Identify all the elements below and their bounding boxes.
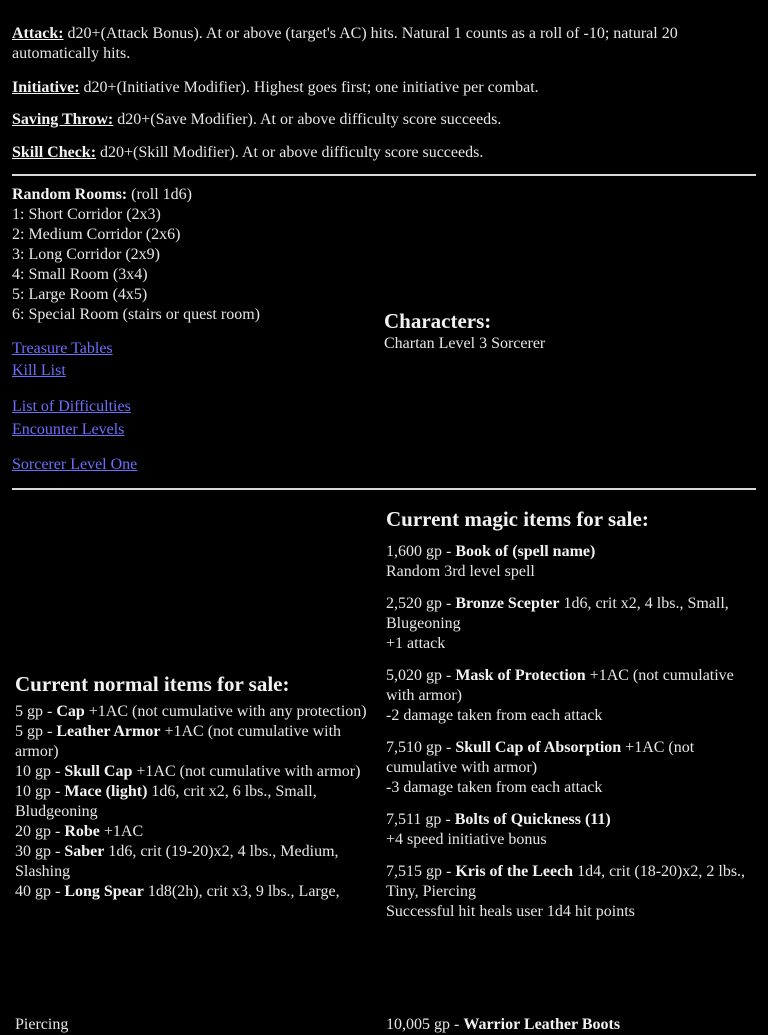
rule-attack [12,24,752,64]
item-effect: Successful hit heals user 1d4 hit points [386,903,635,920]
item-name: Bronze Scepter [455,595,560,612]
item-desc: 1d4, crit (18-20)x2, 2 lbs., Tiny, Piercing [386,863,746,900]
magic-item [386,594,756,654]
rule-text: d20+(Save Modifier). At or above difficulty score succeeds. [113,111,502,128]
item-desc: +1AC (not cumulative with armor) [386,739,695,776]
normal-items-heading: Current normal items for sale: [15,672,290,696]
normal-item [15,722,377,762]
random-rooms-note: (roll 1d6) [127,186,192,203]
item-price: 7,515 gp - [386,863,456,880]
characters-heading: Characters: [384,309,492,333]
characters-section [384,309,754,354]
cutoff-left: Piercing [15,1016,69,1033]
list-item: 5: Large Room (4x5) [12,286,148,303]
character-entry: Chartan Level 3 Sorcerer [384,335,546,352]
item-name: Saber [64,843,105,860]
magic-items-section [386,507,756,922]
rules-section [12,24,752,169]
random-rooms-heading [12,185,372,205]
item-name: Skull Cap [64,763,133,780]
item-price: 5,020 gp - [386,667,456,684]
item-effect: Random 3rd level spell [386,563,535,580]
item-name: Long Spear [64,883,144,900]
magic-item-line [386,666,756,706]
magic-item [386,738,756,798]
encounter-levels-link[interactable]: Encounter Levels [12,421,125,438]
treasure-tables-link[interactable]: Treasure Tables [12,340,113,357]
item-effect: -2 damage taken from each attack [386,707,603,724]
magic-item-line [386,594,756,634]
item-desc: +1AC (not cumulative with armor) [132,763,361,780]
rule-initiative [12,78,752,98]
item-desc: +1AC [99,823,144,840]
normal-items-section [15,672,377,902]
item-effect: +4 speed initiative bonus [386,831,547,848]
rule-term: Saving Throw: [12,111,114,128]
item-price: 5 gp - [15,723,57,740]
magic-item [386,810,756,850]
magic-item-line [386,810,756,830]
rule-term: Initiative: [12,79,80,96]
item-desc: +1AC (not cumulative with armor) [15,723,342,760]
item-desc: 1d8(2h), crit x3, 9 lbs., Large, [143,883,340,900]
normal-item [15,702,377,722]
rule-text: d20+(Skill Modifier). At or above difficulty score succeeds. [96,144,484,161]
list-item: 6: Special Room (stairs or quest room) [12,306,260,323]
list-of-difficulties-link[interactable]: List of Difficulties [12,398,131,415]
normal-item [15,842,377,882]
item-name: Mace (light) [64,783,148,800]
item-desc: 1d6, crit x2, 6 lbs., Small, Bludgeoning [15,783,317,820]
item-price: 40 gp - [15,883,65,900]
rule-text: d20+(Initiative Modifier). Highest goes first; one initiative per combat. [79,79,539,96]
magic-item-line [386,862,756,902]
divider [12,174,756,176]
item-name: Mask of Protection [455,667,586,684]
item-price: 10,005 gp - [386,1016,464,1033]
item-effect: +1 attack [386,635,446,652]
normal-item [15,882,377,902]
item-name: Skull Cap of Absorption [455,739,622,756]
item-price: 1,600 gp - [386,543,456,560]
random-rooms-title: Random Rooms: [12,186,128,203]
rule-term: Attack: [12,25,64,42]
item-name: Cap [56,703,85,720]
item-name: Bolts of Quickness (11) [454,811,611,828]
item-price: 10 gp - [15,763,65,780]
normal-item [15,762,377,782]
item-price: 20 gp - [15,823,65,840]
item-desc: +1AC (not cumulative with any protection) [84,703,367,720]
item-price: 30 gp - [15,843,65,860]
rule-saving-throw [12,110,752,130]
item-price: 7,510 gp - [386,739,456,756]
rule-text: d20+(Attack Bonus). At or above (target's AC) hits. Natural 1 counts as a roll of -10; natural 20 automatically hits. [12,25,678,62]
item-name: Robe [64,823,100,840]
item-desc: +1AC (not cumulative with armor) [386,667,734,704]
list-item: 3: Long Corridor (2x9) [12,246,160,263]
item-name: Kris of the Leech [455,863,574,880]
magic-item-line [386,738,756,778]
divider [12,488,756,490]
list-item: 2: Medium Corridor (2x6) [12,226,181,243]
normal-item [15,822,377,842]
item-price: 7,511 gp - [386,811,455,828]
magic-items-heading: Current magic items for sale: [386,507,649,531]
magic-item [386,666,756,726]
rule-term: Skill Check: [12,144,97,161]
rule-skill-check [12,143,752,163]
kill-list-link[interactable]: Kill List [12,362,66,379]
item-name: Warrior Leather Boots [463,1016,621,1033]
magic-item-line [386,542,756,562]
magic-item [386,542,756,582]
sorcerer-level-one-link[interactable]: Sorcerer Level One [12,456,138,473]
normal-item [15,782,377,822]
item-effect: -3 damage taken from each attack [386,779,603,796]
item-price: 5 gp - [15,703,57,720]
item-price: 2,520 gp - [386,595,456,612]
item-name: Book of (spell name) [455,543,596,560]
item-name: Leather Armor [56,723,161,740]
list-item: 4: Small Room (3x4) [12,266,148,283]
magic-item [386,862,756,922]
random-rooms [12,185,372,325]
item-price: 10 gp - [15,783,65,800]
cutoff-right [386,1015,620,1035]
item-desc: 1d6, crit (19-20)x2, 4 lbs., Medium, Slashing [15,843,339,880]
list-item: 1: Short Corridor (2x3) [12,206,161,223]
item-desc: 1d6, crit x2, 4 lbs., Small, Blugeoning [386,595,729,632]
